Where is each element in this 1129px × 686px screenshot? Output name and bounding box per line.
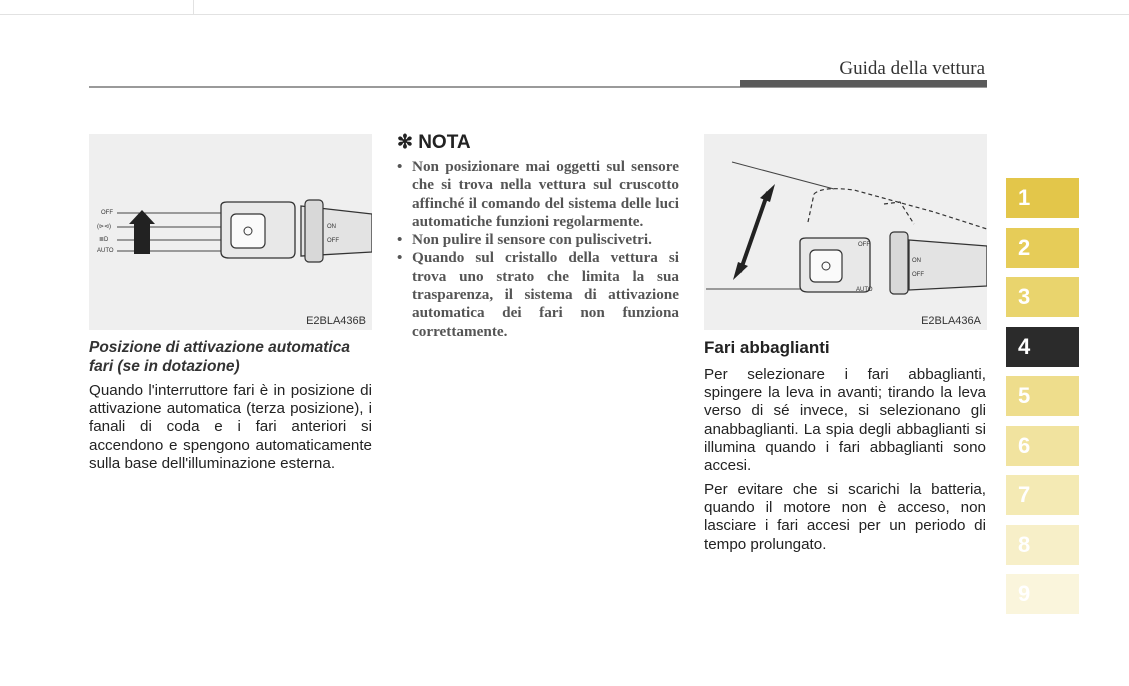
left-caption: Posizione di attivazione automatica fari (se in dotazione) <box>89 339 350 375</box>
chapter-tab-1[interactable]: 1 <box>1006 178 1079 218</box>
lever-label-off: OFF <box>858 242 870 248</box>
switch-label-parking: (⊳⊲) <box>97 224 112 230</box>
left-body-text: Quando l'interruttore fari è in posizione di attivazione automatica (terza posizione), i fanali di coda e i fari anteriori si accendono e spengono automaticamente sulla base dell'illuminazione esterna. <box>89 382 372 472</box>
chapter-tab-2[interactable]: 2 <box>1006 228 1079 268</box>
header-rule-accent <box>740 80 987 87</box>
switch-label-auto: AUTO <box>97 248 114 254</box>
auto-light-switch-figure <box>89 134 372 330</box>
right-paragraph-1: Per selezionare i fari abbaglianti, spingere la leva in avanti; tirando la leva verso di sé invece, si selezionano gli anabbaglianti. La spia degli abbaglianti si illumina quando i fari abbaglianti sono accesi. <box>704 366 986 475</box>
nota-title: ✻ NOTA <box>397 132 471 153</box>
chapter-tab-5[interactable]: 5 <box>1006 376 1079 416</box>
nota-item: • Quando sul cristallo della vettura si trova uno strato che limita la sua trasparenza, il sistema di attivazione automatica dei fari non funziona correttamente. <box>397 249 679 340</box>
chapter-tab-9[interactable]: 9 <box>1006 574 1079 614</box>
nota-item: • Non posizionare mai oggetti sul sensore che si trova nella vettura sul cruscotto affinché il comando del sistema delle luci automatiche funzioni regolarmente. <box>397 158 679 231</box>
figure-code: E2BLA436B <box>306 315 366 327</box>
switch-label-off-2: OFF <box>327 238 339 244</box>
top-bar-divider <box>193 0 194 14</box>
lever-label-auto: AUTO <box>856 287 873 293</box>
high-beam-lever-figure <box>704 134 987 330</box>
figure-code: E2BLA436A <box>921 315 981 327</box>
right-paragraph-2: Per evitare che si scarichi la batteria, quando il motore non è acceso, non lasciare i fari accesi per un periodo di tempo prolungato. <box>704 481 986 553</box>
lever-label-on: ON <box>912 258 921 264</box>
chapter-tabs <box>1006 178 1079 624</box>
chapter-tab-7[interactable]: 7 <box>1006 475 1079 515</box>
switch-label-low-beam: ≣D <box>99 237 109 243</box>
right-heading: Fari abbaglianti <box>704 338 830 357</box>
switch-label-on: ON <box>327 224 336 230</box>
switch-label-off: OFF <box>101 210 113 216</box>
lever-label-off-2: OFF <box>912 272 924 278</box>
page-header-title: Guida della vettura <box>839 58 985 79</box>
nota-list <box>397 158 679 341</box>
nota-item: • Non pulire il sensore con puliscivetri. <box>397 231 679 249</box>
chapter-tab-6[interactable]: 6 <box>1006 426 1079 466</box>
high-beam-lever-illustration <box>704 134 987 330</box>
chapter-tab-4[interactable]: 4 <box>1006 327 1079 367</box>
auto-light-switch-illustration <box>89 134 372 330</box>
chapter-tab-8[interactable]: 8 <box>1006 525 1079 565</box>
top-bar <box>0 0 1129 15</box>
chapter-tab-3[interactable]: 3 <box>1006 277 1079 317</box>
